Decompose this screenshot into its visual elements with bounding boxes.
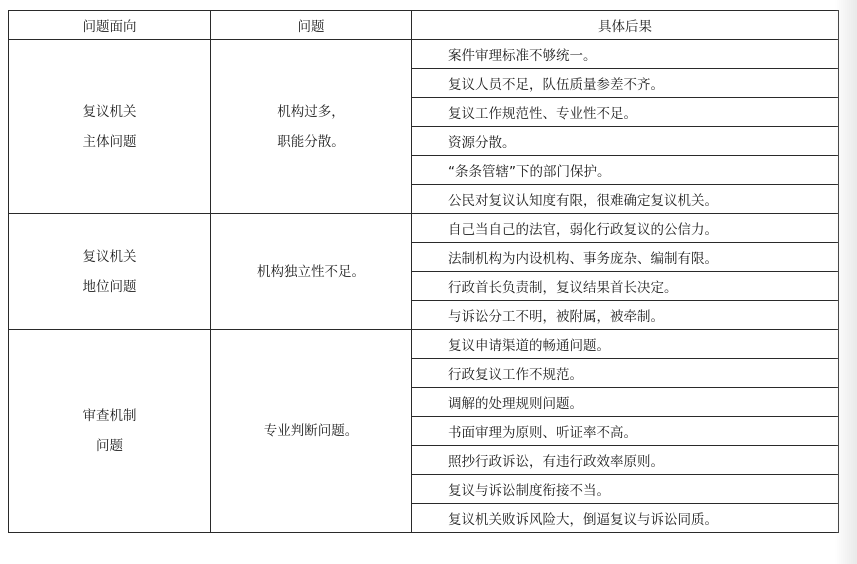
consequence-cell: 行政首长负责制，复议结果首长决定。 — [412, 272, 839, 301]
consequence-cell: 资源分散。 — [412, 127, 839, 156]
consequence-cell: 法制机构为内设机构、事务庞杂、编制有限。 — [412, 243, 839, 272]
issue-line: 机构过多， — [277, 103, 345, 120]
consequence-cell: 照抄行政诉讼，有违行政效率原则。 — [412, 446, 839, 475]
issue-cell — [211, 40, 412, 214]
consequence-cell: 案件审理标准不够统一。 — [412, 40, 839, 69]
aspect-line: 问题 — [96, 438, 123, 454]
header-row — [9, 11, 839, 40]
consequence-cell: 书面审理为原则、听证率不高。 — [412, 417, 839, 446]
issue-cell — [211, 214, 412, 330]
header-issue: 问题 — [211, 11, 412, 40]
page-edge-shadow — [835, 0, 857, 564]
issue-line: 职能分散。 — [277, 133, 345, 150]
aspect-cell — [9, 40, 211, 214]
consequence-cell: 调解的处理规则问题。 — [412, 388, 839, 417]
table-row — [9, 214, 839, 243]
consequence-cell: 复议人员不足，队伍质量参差不齐。 — [412, 69, 839, 98]
consequence-cell: “条条管辖”下的部门保护。 — [412, 156, 839, 185]
header-consequence: 具体后果 — [412, 11, 839, 40]
table-row — [9, 330, 839, 359]
aspect-cell — [9, 330, 211, 533]
aspect-line: 复议机关 — [82, 248, 137, 265]
aspect-cell — [9, 214, 211, 330]
consequence-cell: 复议与诉讼制度衔接不当。 — [412, 475, 839, 504]
issue-cell — [211, 330, 412, 533]
consequence-cell: 与诉讼分工不明，被附属，被牵制。 — [412, 301, 839, 330]
consequence-cell: 行政复议工作不规范。 — [412, 359, 839, 388]
issue-line: 专业判断问题。 — [263, 423, 359, 439]
consequence-cell: 公民对复议认知度有限，很难确定复议机关。 — [412, 185, 839, 214]
aspect-line: 主体问题 — [82, 133, 137, 150]
consequence-cell: 复议申请渠道的畅通问题。 — [412, 330, 839, 359]
issues-table — [8, 10, 839, 533]
aspect-line: 地位问题 — [82, 278, 137, 295]
consequence-cell: 复议工作规范性、专业性不足。 — [412, 98, 839, 127]
header-aspect: 问题面向 — [9, 11, 211, 40]
table-row — [9, 40, 839, 69]
aspect-line: 复议机关 — [82, 103, 137, 120]
consequence-cell: 复议机关败诉风险大，倒逼复议与诉讼同质。 — [412, 504, 839, 533]
issue-line: 机构独立性不足。 — [257, 263, 365, 280]
aspect-line: 审查机制 — [82, 408, 137, 424]
consequence-cell: 自己当自己的法官，弱化行政复议的公信力。 — [412, 214, 839, 243]
